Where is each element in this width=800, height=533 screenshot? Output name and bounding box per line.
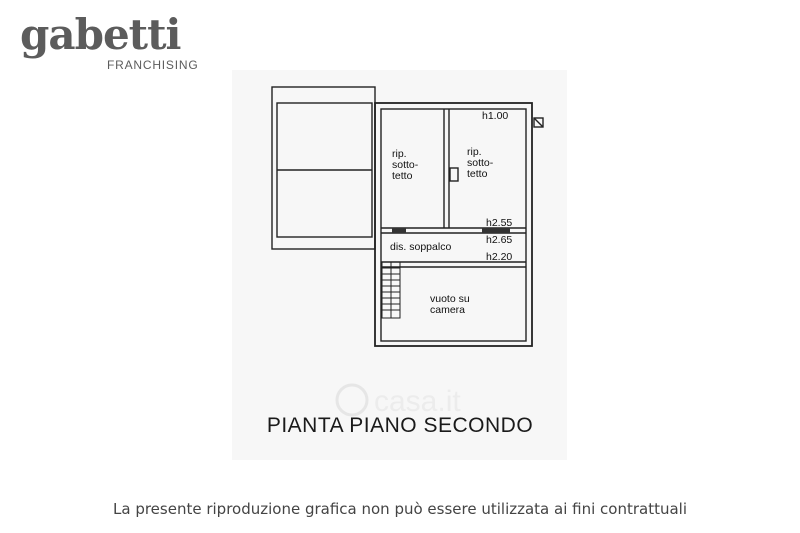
room-label-rip-right-1: rip. [467, 146, 482, 158]
room-label-rip-left-3: tetto [392, 170, 413, 182]
room-label-vuoto-1: vuoto su [430, 293, 470, 305]
room-label-vuoto-2: camera [430, 304, 466, 316]
corner-vent-diagonal [534, 118, 543, 127]
door-left [392, 228, 406, 233]
height-label-h2: h2.55 [486, 217, 513, 229]
roof-block [272, 87, 375, 249]
logo-wordmark: gabetti [20, 10, 181, 59]
logo-subtitle: FRANCHISING [107, 58, 199, 72]
room-label-rip-left-1: rip. [392, 148, 407, 160]
height-label-h3: h2.65 [486, 234, 513, 246]
plan-title: PIANTA PIANO SECONDO [266, 414, 534, 437]
room-label-rip-left-2: sotto- [392, 159, 419, 171]
chimney [450, 168, 458, 181]
height-label-h4: h2.20 [486, 251, 513, 263]
height-label-h1: h1.00 [482, 110, 509, 122]
room-label-dis: dis. soppalco [390, 241, 452, 253]
disclaimer-text: La presente riproduzione grafica non può essere utilizzata ai fini contrattuali [113, 500, 687, 518]
room-label-rip-right-3: tetto [467, 168, 488, 180]
room-label-rip-right-2: sotto- [467, 157, 494, 169]
watermark-text: casa.it [374, 385, 461, 418]
